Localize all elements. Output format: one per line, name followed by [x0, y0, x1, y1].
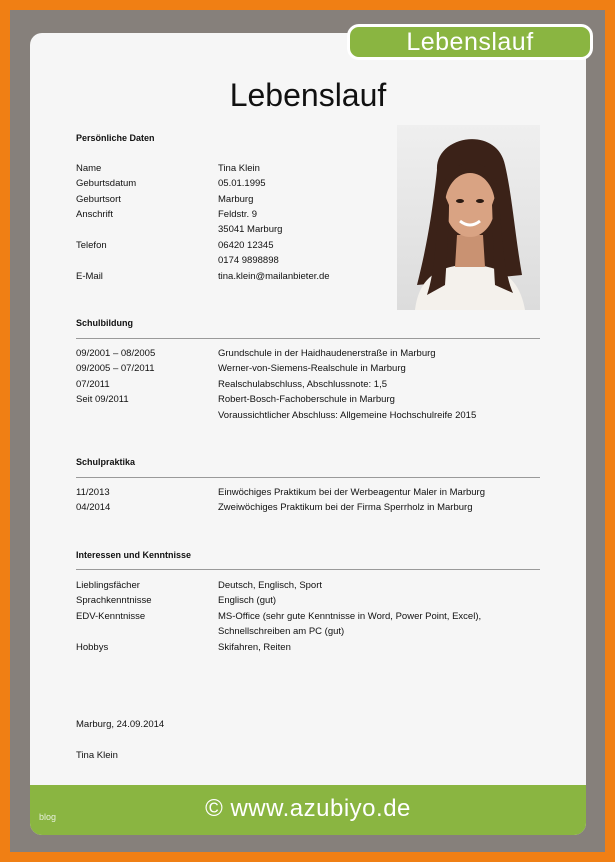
row-label: EDV-Kenntnisse [76, 611, 146, 622]
row-value: Tina Klein [218, 163, 260, 174]
row-label: Geburtsort [76, 194, 121, 205]
row-label: Geburtsdatum [76, 178, 137, 189]
row-value: Feldstr. 9 [218, 209, 258, 220]
row-label: 09/2001 – 08/2005 [76, 348, 156, 359]
portrait-illustration [397, 125, 540, 310]
row-value: 05.01.1995 [218, 178, 266, 189]
row-value: Skifahren, Reiten [218, 642, 291, 653]
row-label: Sprachkenntnisse [76, 595, 152, 606]
row-label: Telefon [76, 240, 107, 251]
row-label: Hobbys [76, 642, 109, 653]
header-tab: Lebenslauf [347, 24, 593, 60]
place-date: Marburg, 24.09.2014 [76, 719, 165, 730]
row-label: Lieblingsfächer [76, 580, 140, 591]
row-value: Grundschule in der Haidhaudenerstraße in Marburg [218, 348, 436, 359]
row-label: 09/2005 – 07/2011 [76, 363, 155, 374]
footer-link[interactable]: © www.azubiyo.de [205, 795, 411, 822]
footer-note: blog [39, 812, 57, 822]
profile-photo [397, 125, 540, 310]
section-divider [76, 569, 540, 570]
section-heading-interests: Interessen und Kenntnisse [76, 550, 192, 560]
row-label: Name [76, 163, 102, 174]
row-label: 07/2011 [76, 379, 110, 390]
row-label: E-Mail [76, 271, 103, 282]
row-label: Anschrift [76, 209, 113, 220]
row-value: Englisch (gut) [218, 595, 277, 606]
row-value: 06420 12345 [218, 240, 274, 251]
row-value: Deutsch, Englisch, Sport [218, 580, 323, 591]
row-value: Einwöchiges Praktikum bei der Werbeagentur Maler in Marburg [218, 487, 486, 498]
row-label: 11/2013 [76, 487, 110, 498]
section-divider [76, 477, 540, 478]
section-heading-school: Schulbildung [76, 318, 133, 328]
row-label: Seit 09/2011 [76, 394, 129, 405]
cv-paper [30, 33, 586, 835]
row-value: Schnellschreiben am PC (gut) [218, 626, 345, 637]
row-value: MS-Office (sehr gute Kenntnisse in Word, Power Point, Excel), [218, 611, 482, 622]
document-title: Lebenslauf [229, 77, 387, 113]
section-heading-internships: Schulpraktika [76, 457, 136, 467]
row-value: tina.klein@mailanbieter.de [218, 271, 330, 282]
row-value: Werner-von-Siemens-Realschule in Marburg [218, 363, 406, 374]
section-heading-personal: Persönliche Daten [76, 133, 155, 143]
section-divider [76, 338, 540, 339]
row-value: Voraussichtlicher Abschluss: Allgemeine Hochschulreife 2015 [218, 410, 477, 421]
row-value: Realschulabschluss, Abschlussnote: 1,5 [218, 379, 387, 390]
row-label: 04/2014 [76, 502, 111, 513]
row-value: 0174 9898898 [218, 255, 279, 266]
row-value: Robert-Bosch-Fachoberschule in Marburg [218, 394, 395, 405]
footer-bar [30, 785, 586, 835]
row-value: 35041 Marburg [218, 224, 283, 235]
row-value: Zweiwöchiges Praktikum bei der Firma Sperrholz in Marburg [218, 502, 473, 513]
signature-name: Tina Klein [76, 750, 118, 761]
row-value: Marburg [218, 194, 254, 205]
